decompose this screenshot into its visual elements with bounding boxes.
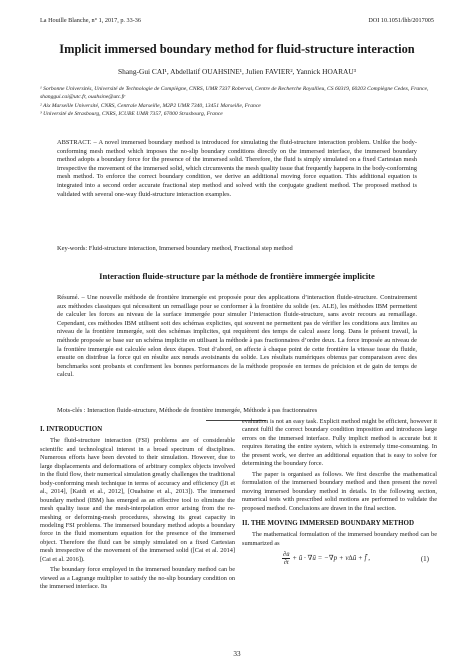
affiliation-3: ³ Université de Strasbourg, CNRS, ICUBE UMR 7357, 67000 Strasbourg, France xyxy=(40,111,223,118)
section-heading-method: II. THE MOVING IMMERSED BOUNDARY METHOD xyxy=(242,518,415,527)
french-title: Interaction fluide-structure par la méthode de frontière immergée implicite xyxy=(99,271,375,281)
equation-1 xyxy=(242,551,437,566)
doi: DOI 10.1051/lhb/2017005 xyxy=(368,17,434,24)
author-list: Shang-Gui CAI¹, Abdellatif OUAHSINE¹, Julien FAVIER², Yannick HOARAU³ xyxy=(118,67,356,76)
equation-fraction xyxy=(282,551,290,566)
intro-paragraph-4: The paper is organised as follows. We first describe the mathematical formulation of the immersed boundary method and then present the novel moving immersed boundary method in details. In the following section, numerical tests with prescribed solid motions are performed to validate the proposed method. Conclusions are drawn in the final section. xyxy=(242,470,437,512)
french-abstract: Résumé. – Une nouvelle méthode de frontière immergée est proposée pour des applications d’interaction fluide-structure. Contrairement aux méthodes classiques qui nécessitent un remaillage pour se conformer à la frontière du solide (ex. ALE), les méthodes IBM permettent de calculer les forces au niveau de la surface immergée pour simuler l’interaction fluide-structure, sans avoir recours au remaillage. Cependant, ces méthodes IBM utilisent soit des schémas explicites, qui souvent ne permettent pas de vérifier les conditions aux limites au niveau de la frontière immergée, soit des schémas implicites, qui requièrent des temps de calcul assez long. Dans le présent travail, la méthode proposée se base sur un schéma implicite en utilisant la méthode à pas fractionnaires d’ordre deux. La force imposée au niveau de la frontière immergée est calculée selon deux étapes. Tout d’abord, on affecte à chaque point de cette frontière la vitesse issue du fluide, ensuite on distribue la force qui en résulte aux nœuds avoisinants du solide. Les résultats numériques obtenus par comparaison avec des benchmarks sont probants et confirment les bonnes performances de la méthode proposée en termes de précision et de gain de temps de calcul. xyxy=(57,294,417,379)
keywords: Key-words: Fluid-structure interaction, Immersed boundary method, Fractional step method xyxy=(57,245,293,252)
intro-paragraph-1: The fluid-structure interaction (FSI) problems are of considerable scientific and technological interest in a broad spectrum of disciplines. Numerous efforts have been devoted to their simulation. However, due to large displacements and deformations of arbitrary complex objects involved in the fluid flow, their numerical simulation greatly challenges the traditional body-conforming mesh technique in terms of accuracy and efficiency ([Ji et al., 2014], [Kaidi et al., 2012], [Ouahsine et al., 2013]). The immersed boundary method (IBM) has emerged as an effective tool to eliminate the mesh quality issue and the mesh-interpolation error arising from the re-meshing or deforming-mesh procedures, showing its great capacity in modeling FSI problems. The immersed boundary method adopts a boundary force in the fluid momentum equation for the presence of the immersed object. Therefore the fluid can be simply simulated on a fixed Cartesian mesh irrespective of the movement of the immersed solid ([Cai et al. 2014] [Cai et al. 2016]). xyxy=(40,437,235,563)
equation-number: (1) xyxy=(420,554,429,563)
intro-paragraph-2: The boundary force employed in the immersed boundary method can be viewed as a Lagrange multiplier to satisfy the no-slip boundary condition on the immersed interface. Its xyxy=(40,566,235,591)
affiliations xyxy=(40,85,440,119)
page-number: 33 xyxy=(233,650,241,658)
french-keywords: Mots-clés : Interaction fluide-structure, Méthode de frontière immergée, Méthode à pas fractionnaires xyxy=(57,407,318,414)
paper-title: Implicit immersed boundary method for fluid-structure interaction xyxy=(59,42,415,56)
right-column xyxy=(242,418,437,566)
affiliation-2: ² Aix Marseille Université, CNRS, Centrale Marseille, M2P2 UMR 7340, 13451 Marseille, France xyxy=(40,102,261,109)
intro-paragraph-3: evaluation is not an easy task. Explicit method might be efficient, however it cannot fulfil the correct boundary condition imposition and introduces large errors on the immersed interface. Fully implicit method is accurate but it requires iterating the entire system, which is extremely time-consuming. In the present work, we derive an additional equation that is easy to solve for determining the boundary force. xyxy=(242,418,437,468)
method-paragraph-1: The mathematical formulation of the immersed boundary method can be summarized as xyxy=(242,531,437,547)
affiliation-1: ¹ Sorbonne Universités, Université de Technologie de Compiègne, CNRS, UMR 7337 Roberval, Centre de Recherche Royallieu, CS 60319, 60203 Compiègne Cedex, France, shanggui.cai@utc.fr, ouahsine@utc.fr xyxy=(40,86,429,101)
abstract: ABSTRACT. – A novel immersed boundary method is introduced for simulating the fluid-structure interaction problem. Unlike the body-conforming mesh method which imposes the no-slip boundary conditions directly on the immersed interface, the immersed boundary method adopts a boundary force for the presence of the immersed solid. Therefore, the fluid is simply simulated on a fixed Cartesian mesh irrespective the movement of the immersed solid, which circumvents the mesh quality issue that frequently happens in the body-conforming mesh method. To enforce the correct boundary condition, we derive an additional moving force equation. This additional equation is integrated into a second order accurate fractional step method and solved with the conjugate gradient method. The proposed method is validated with several one-way fluid-structure interaction examples. xyxy=(57,139,417,198)
journal-citation: La Houille Blanche, n° 1, 2017, p. 33-36 xyxy=(40,17,141,24)
left-column xyxy=(40,425,235,594)
equation-numerator: ∂ū xyxy=(283,551,290,559)
section-heading-introduction: I. INTRODUCTION xyxy=(40,425,103,433)
equation-rest: + ū · ∇ū = −∇p + ν∆ū + f̄ , xyxy=(292,554,370,563)
equation-body xyxy=(242,551,370,566)
equation-denominator: ∂t xyxy=(283,559,289,567)
